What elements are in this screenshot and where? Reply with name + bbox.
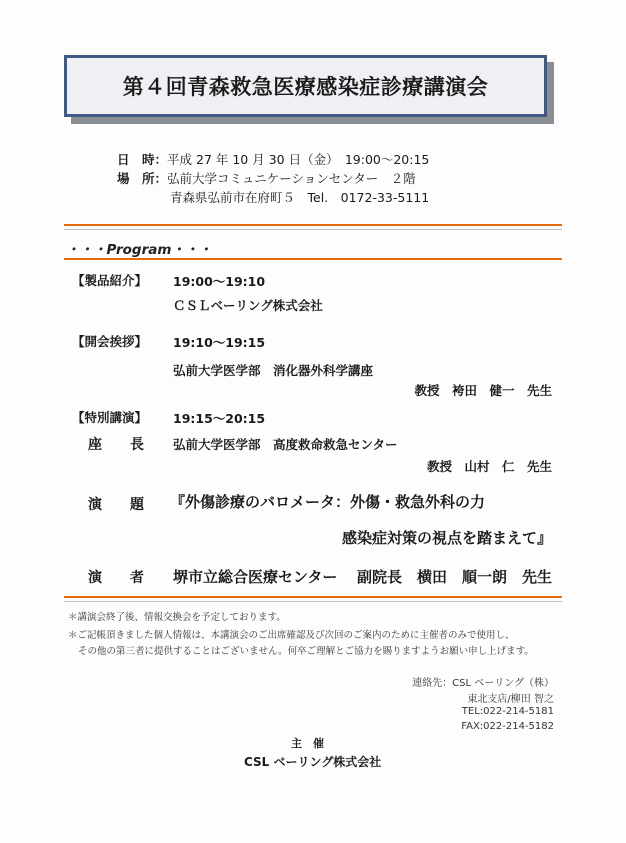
opening-affiliation: 弘前大学医学部 消化器外科学講座 [173,363,374,378]
host-label: 主 催 [291,737,324,750]
contact-fax: FAX:022-214-5182 [461,721,554,732]
divider-orange-bottom [64,596,562,598]
topic-line2: 感染症対策の視点を踏まえて』 [341,529,552,547]
date-row [117,150,429,168]
place-label: 場 所： [117,171,168,186]
product-time: 19:00～19:10 [173,274,266,289]
title-box [64,55,547,117]
page-title: 第４回青森救急医療感染症診療講演会 [122,75,489,99]
product-label: 【製品紹介】 [72,273,148,288]
product-company: ＣＳＬベーリング株式会社 [173,298,323,313]
divider-orange-top [64,224,562,226]
contact-line1: 連絡先：CSL ベーリング（株） [412,678,554,689]
divider-gray-top [64,229,562,230]
divider-orange-program [64,258,562,260]
opening-speaker: 教授 袴田 健一 先生 [414,383,552,398]
topic-line1: 『外傷診療のバロメータ：外傷・救急外科の力 [170,493,486,511]
place-value: 弘前大学コミュニケーションセンター ２階 [167,171,416,186]
chair-affiliation: 弘前大学医学部 高度救命救急センター [173,437,398,452]
speaker-name: 副院長 横田 順一朗 先生 [356,568,552,586]
note-2: ＊ご記帳頂きました個人情報は、本講演会のご出席確認及び次回のご案内のために主催者のみで使用し、 [68,630,515,641]
lecture-time: 19:15～20:15 [173,411,266,426]
speaker-affiliation: 堺市立総合医療センター [173,568,338,586]
note-3: その他の第三者に提供することはございません。何卒ご理解とご協力を賜りますようお願い申し上げます。 [78,646,534,657]
divider-gray-bottom [64,601,562,602]
contact-line2: 東北支店/柳田 智之 [467,694,554,705]
place-row [117,169,416,187]
speaker-label: 演 者 [88,570,144,586]
program-header: ・・・Program・・・ [66,242,212,258]
topic-label: 演 題 [88,497,144,513]
contact-tel: TEL:022-214-5181 [461,706,554,717]
opening-label: 【開会挨拶】 [72,334,148,349]
opening-time: 19:10～19:15 [173,335,266,350]
note-1: ＊講演会終了後、情報交換会を予定しております。 [68,612,286,623]
host-name: CSL ベーリング株式会社 [244,755,382,769]
date-value: 平成 27 年 10 月 30 日（金） 19:00～20:15 [167,152,430,167]
address: 青森県弘前市在府町５ Tel. 0172-33-5111 [170,190,430,205]
chair-name: 教授 山村 仁 先生 [426,459,552,474]
chair-label: 座 長 [88,437,144,453]
lecture-label: 【特別講演】 [72,410,148,425]
date-label: 日 時： [117,152,168,167]
